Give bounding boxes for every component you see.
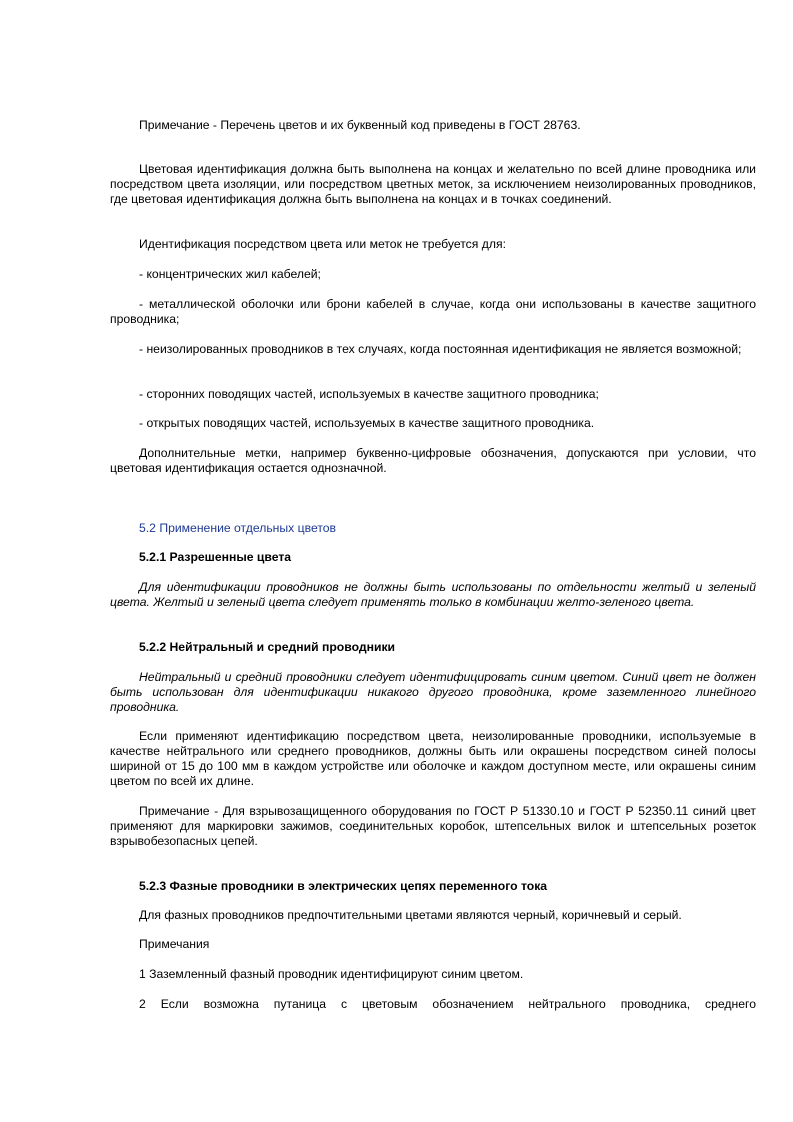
list-item: - открытых поводящих частей, используемых в качестве защитного проводника. <box>139 416 595 430</box>
paragraph-additional: Дополнительные метки, например буквенно-цифровые обозначения, допускаются при условии, что цветовая идентификация остается однозначной. <box>110 446 756 475</box>
section-heading-5-2: 5.2 Применение отдельных цветов <box>139 521 337 535</box>
paragraph-5-2-2-b: Если применяют идентификацию посредством цвета, неизолированные проводники, используемые в качестве нейтрального или среднего проводников, должны быть или окрашены посредством синей полосы шириной от 15 до 100 мм в каждом устройстве или оболочке и каждом доступном месте, или окрашены синим цветом по всей их длине. <box>110 729 756 788</box>
note-gost: Примечание - Перечень цветов и их буквенный код приведены в ГОСТ 28763. <box>139 118 581 132</box>
paragraph-5-2-3: Для фазных проводников предпочтительными цветами являются черный, коричневый и серый. <box>139 908 682 922</box>
note-explosion-proof: Примечание - Для взрывозащищенного оборудования по ГОСТ Р 51330.10 и ГОСТ Р 52350.11 синий цвет применяют для маркировки зажимов, соединительных коробок, штепсельных вилок и штепсельных розеток взрывобезопасных цепей. <box>110 804 756 848</box>
paragraph-5-2-2-a: Нейтральный и средний проводники следует идентифицировать синим цветом. Синий цвет не должен быть использован для идентификации никакого другого проводника, кроме заземленного линейного проводника. <box>110 670 756 714</box>
note-1: 1 Заземленный фазный проводник идентифицируют синим цветом. <box>139 967 524 981</box>
paragraph-5-2-1: Для идентификации проводников не должны быть использованы по отдельности желтый и зеленый цвета. Желтый и зеленый цвета следует применять только в комбинации желто-зеленого цвета. <box>110 580 756 609</box>
note-2: 2 Если возможна путаница с цветовым обозначением нейтрального проводника, среднего <box>139 997 756 1011</box>
document-page <box>110 0 756 1122</box>
list-item: - металлической оболочки или брони кабелей в случае, когда они использованы в качестве защитного проводника; <box>110 297 756 326</box>
paragraph-not-required: Идентификация посредством цвета или меток не требуется для: <box>139 237 506 251</box>
subsection-heading-5-2-2: 5.2.2 Нейтральный и средний проводники <box>139 640 396 654</box>
subsection-heading-5-2-1: 5.2.1 Разрешенные цвета <box>139 550 292 564</box>
list-item: - неизолированных проводников в тех случаях, когда постоянная идентификация не является возможной; <box>139 342 742 356</box>
paragraph-identification: Цветовая идентификация должна быть выполнена на концах и желательно по всей длине проводника или посредством цвета изоляции, или посредством цветных меток, за исключением неизолированных проводников, где цветовая идентификация должна быть выполнена на концах и в точках соединений. <box>110 162 756 206</box>
list-item: - сторонних поводящих частей, используемых в качестве защитного проводника; <box>139 387 599 401</box>
subsection-heading-5-2-3: 5.2.3 Фазные проводники в электрических цепях переменного тока <box>139 879 548 893</box>
notes-title: Примечания <box>139 937 210 951</box>
list-item: - концентрических жил кабелей; <box>139 267 321 281</box>
